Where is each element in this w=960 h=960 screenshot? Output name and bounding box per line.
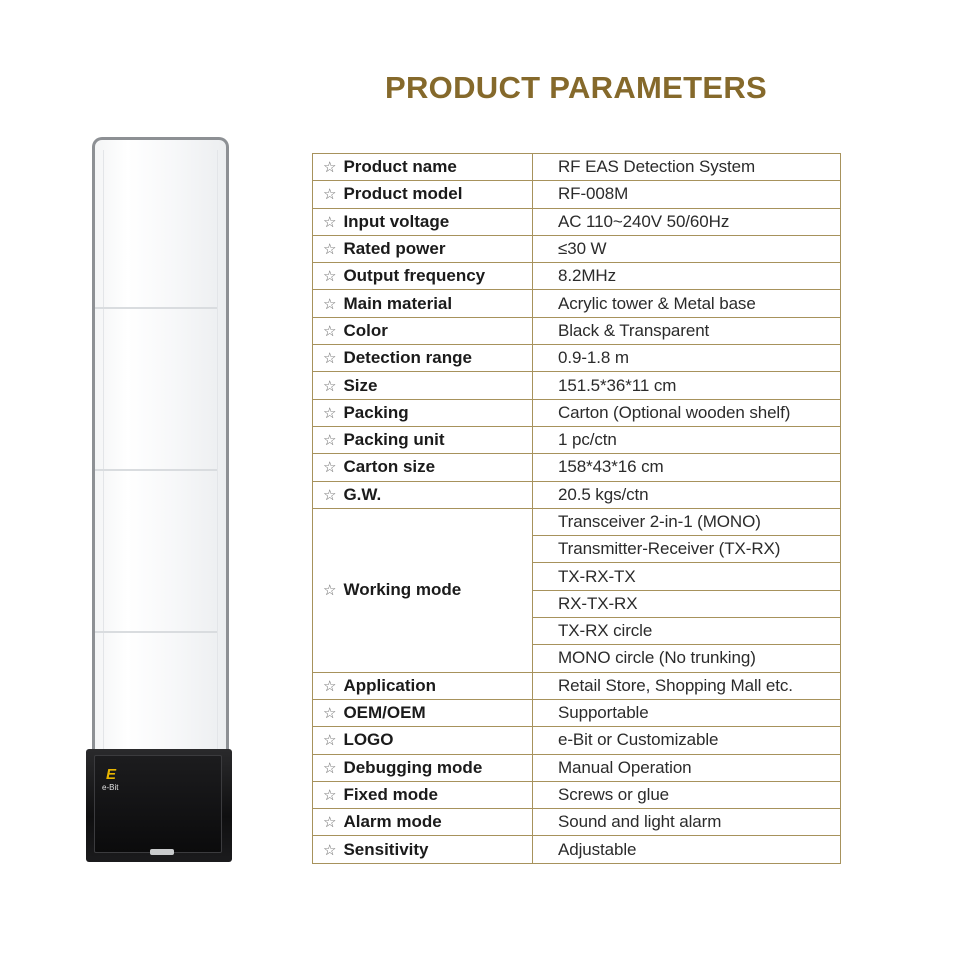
- table-row: [313, 727, 841, 754]
- table-row: [313, 290, 841, 317]
- parameter-label-cell: [313, 699, 533, 726]
- parameter-label-cell: [313, 508, 533, 672]
- table-row: [313, 345, 841, 372]
- eas-detection-tower-image: [86, 137, 232, 862]
- star-icon: ☆: [323, 268, 337, 286]
- parameter-label: Output frequency: [343, 266, 486, 286]
- parameter-label-cell: [313, 290, 533, 317]
- parameter-value: TX-RX-TX: [533, 563, 841, 590]
- parameter-label-cell: [313, 727, 533, 754]
- parameter-label: Product model: [343, 184, 463, 204]
- parameter-label-cell: [313, 263, 533, 290]
- parameter-value: 158*43*16 cm: [533, 454, 841, 481]
- table-row: [313, 181, 841, 208]
- parameter-value: 151.5*36*11 cm: [533, 372, 841, 399]
- brand-logo-text: e-Bit: [102, 783, 119, 792]
- parameter-value: ≤30 W: [533, 235, 841, 262]
- parameter-value: Adjustable: [533, 836, 841, 863]
- parameter-value: Transmitter-Receiver (TX-RX): [533, 536, 841, 563]
- parameter-value: Black & Transparent: [533, 317, 841, 344]
- parameter-label-cell: [313, 208, 533, 235]
- tower-divider: [95, 469, 217, 471]
- parameter-label-cell: [313, 809, 533, 836]
- table-row: [313, 781, 841, 808]
- parameter-label-cell: [313, 836, 533, 863]
- parameter-value: Screws or glue: [533, 781, 841, 808]
- star-icon: ☆: [323, 677, 337, 695]
- table-row: [313, 208, 841, 235]
- parameter-value: Supportable: [533, 699, 841, 726]
- table-row: [313, 809, 841, 836]
- star-icon: ☆: [323, 582, 337, 600]
- parameter-label: Size: [343, 375, 378, 395]
- table-row: [313, 454, 841, 481]
- parameter-label: LOGO: [343, 730, 394, 750]
- star-icon: ☆: [323, 404, 337, 422]
- table-row: [313, 508, 841, 535]
- table-row: [313, 699, 841, 726]
- star-icon: ☆: [323, 295, 337, 313]
- star-icon: ☆: [323, 213, 337, 231]
- parameter-label-cell: [313, 181, 533, 208]
- parameter-label: Packing: [343, 402, 409, 422]
- star-icon: ☆: [323, 350, 337, 368]
- table-row: [313, 317, 841, 344]
- parameter-value: 1 pc/ctn: [533, 426, 841, 453]
- parameter-label-cell: [313, 754, 533, 781]
- parameter-label-cell: [313, 781, 533, 808]
- parameter-label-cell: [313, 235, 533, 262]
- parameter-label-cell: [313, 399, 533, 426]
- star-icon: ☆: [323, 432, 337, 450]
- table-row: [313, 754, 841, 781]
- star-icon: ☆: [323, 732, 337, 750]
- table-row: [313, 263, 841, 290]
- star-icon: ☆: [323, 159, 337, 177]
- tower-divider: [95, 307, 217, 309]
- parameter-label: G.W.: [343, 484, 382, 504]
- parameter-label: Application: [343, 675, 437, 695]
- parameter-label-cell: [313, 672, 533, 699]
- parameter-label-cell: [313, 426, 533, 453]
- parameter-value: Transceiver 2-in-1 (MONO): [533, 508, 841, 535]
- star-icon: ☆: [323, 377, 337, 395]
- parameter-label: Input voltage: [343, 211, 450, 231]
- star-icon: ☆: [323, 841, 337, 859]
- parameter-label: OEM/OEM: [343, 703, 426, 723]
- parameter-value: Acrylic tower & Metal base: [533, 290, 841, 317]
- parameter-value: 20.5 kgs/ctn: [533, 481, 841, 508]
- star-icon: ☆: [323, 786, 337, 804]
- table-row: [313, 836, 841, 863]
- parameter-label: Product name: [343, 157, 457, 177]
- table-row: [313, 372, 841, 399]
- table-row: [313, 426, 841, 453]
- parameter-value: TX-RX circle: [533, 618, 841, 645]
- parameter-label-cell: [313, 154, 533, 181]
- star-icon: ☆: [323, 241, 337, 259]
- parameter-label: Carton size: [343, 457, 436, 477]
- parameter-value: MONO circle (No trunking): [533, 645, 841, 672]
- parameter-label: Alarm mode: [343, 812, 442, 832]
- table-row: [313, 235, 841, 262]
- star-icon: ☆: [323, 759, 337, 777]
- parameter-label: Debugging mode: [343, 757, 483, 777]
- parameter-label: Detection range: [343, 348, 472, 368]
- star-icon: ☆: [323, 322, 337, 340]
- parameter-value: 8.2MHz: [533, 263, 841, 290]
- parameter-label-cell: [313, 372, 533, 399]
- parameter-value: RF-008M: [533, 181, 841, 208]
- parameter-label-cell: [313, 317, 533, 344]
- parameter-value: AC 110~240V 50/60Hz: [533, 208, 841, 235]
- page-title: PRODUCT PARAMETERS: [385, 70, 768, 105]
- table-row: [313, 154, 841, 181]
- parameter-value: RF EAS Detection System: [533, 154, 841, 181]
- parameter-label-cell: [313, 481, 533, 508]
- parameter-label: Working mode: [343, 580, 462, 600]
- parameter-value: Manual Operation: [533, 754, 841, 781]
- table-row: [313, 672, 841, 699]
- parameter-value: e-Bit or Customizable: [533, 727, 841, 754]
- star-icon: ☆: [323, 459, 337, 477]
- parameter-label: Rated power: [343, 239, 446, 259]
- table-row: [313, 481, 841, 508]
- parameter-value: Carton (Optional wooden shelf): [533, 399, 841, 426]
- parameter-value: RX-TX-RX: [533, 590, 841, 617]
- table-row: [313, 399, 841, 426]
- base-foot: [150, 849, 174, 855]
- parameter-label: Color: [343, 320, 388, 340]
- star-icon: ☆: [323, 186, 337, 204]
- product-parameters-table: [312, 153, 841, 864]
- parameter-value: 0.9-1.8 m: [533, 345, 841, 372]
- star-icon: ☆: [323, 814, 337, 832]
- acrylic-tower: [92, 137, 229, 837]
- parameter-label-cell: [313, 454, 533, 481]
- parameter-label-cell: [313, 345, 533, 372]
- tower-divider: [95, 631, 217, 633]
- star-icon: ☆: [323, 486, 337, 504]
- parameter-label: Fixed mode: [343, 784, 438, 804]
- parameter-label: Packing unit: [343, 430, 445, 450]
- parameter-value: Retail Store, Shopping Mall etc.: [533, 672, 841, 699]
- brand-logo-icon: E: [106, 766, 117, 783]
- parameter-value: Sound and light alarm: [533, 809, 841, 836]
- parameter-label: Main material: [343, 293, 453, 313]
- metal-base: [86, 749, 232, 862]
- star-icon: ☆: [323, 705, 337, 723]
- parameter-label: Sensitivity: [343, 839, 429, 859]
